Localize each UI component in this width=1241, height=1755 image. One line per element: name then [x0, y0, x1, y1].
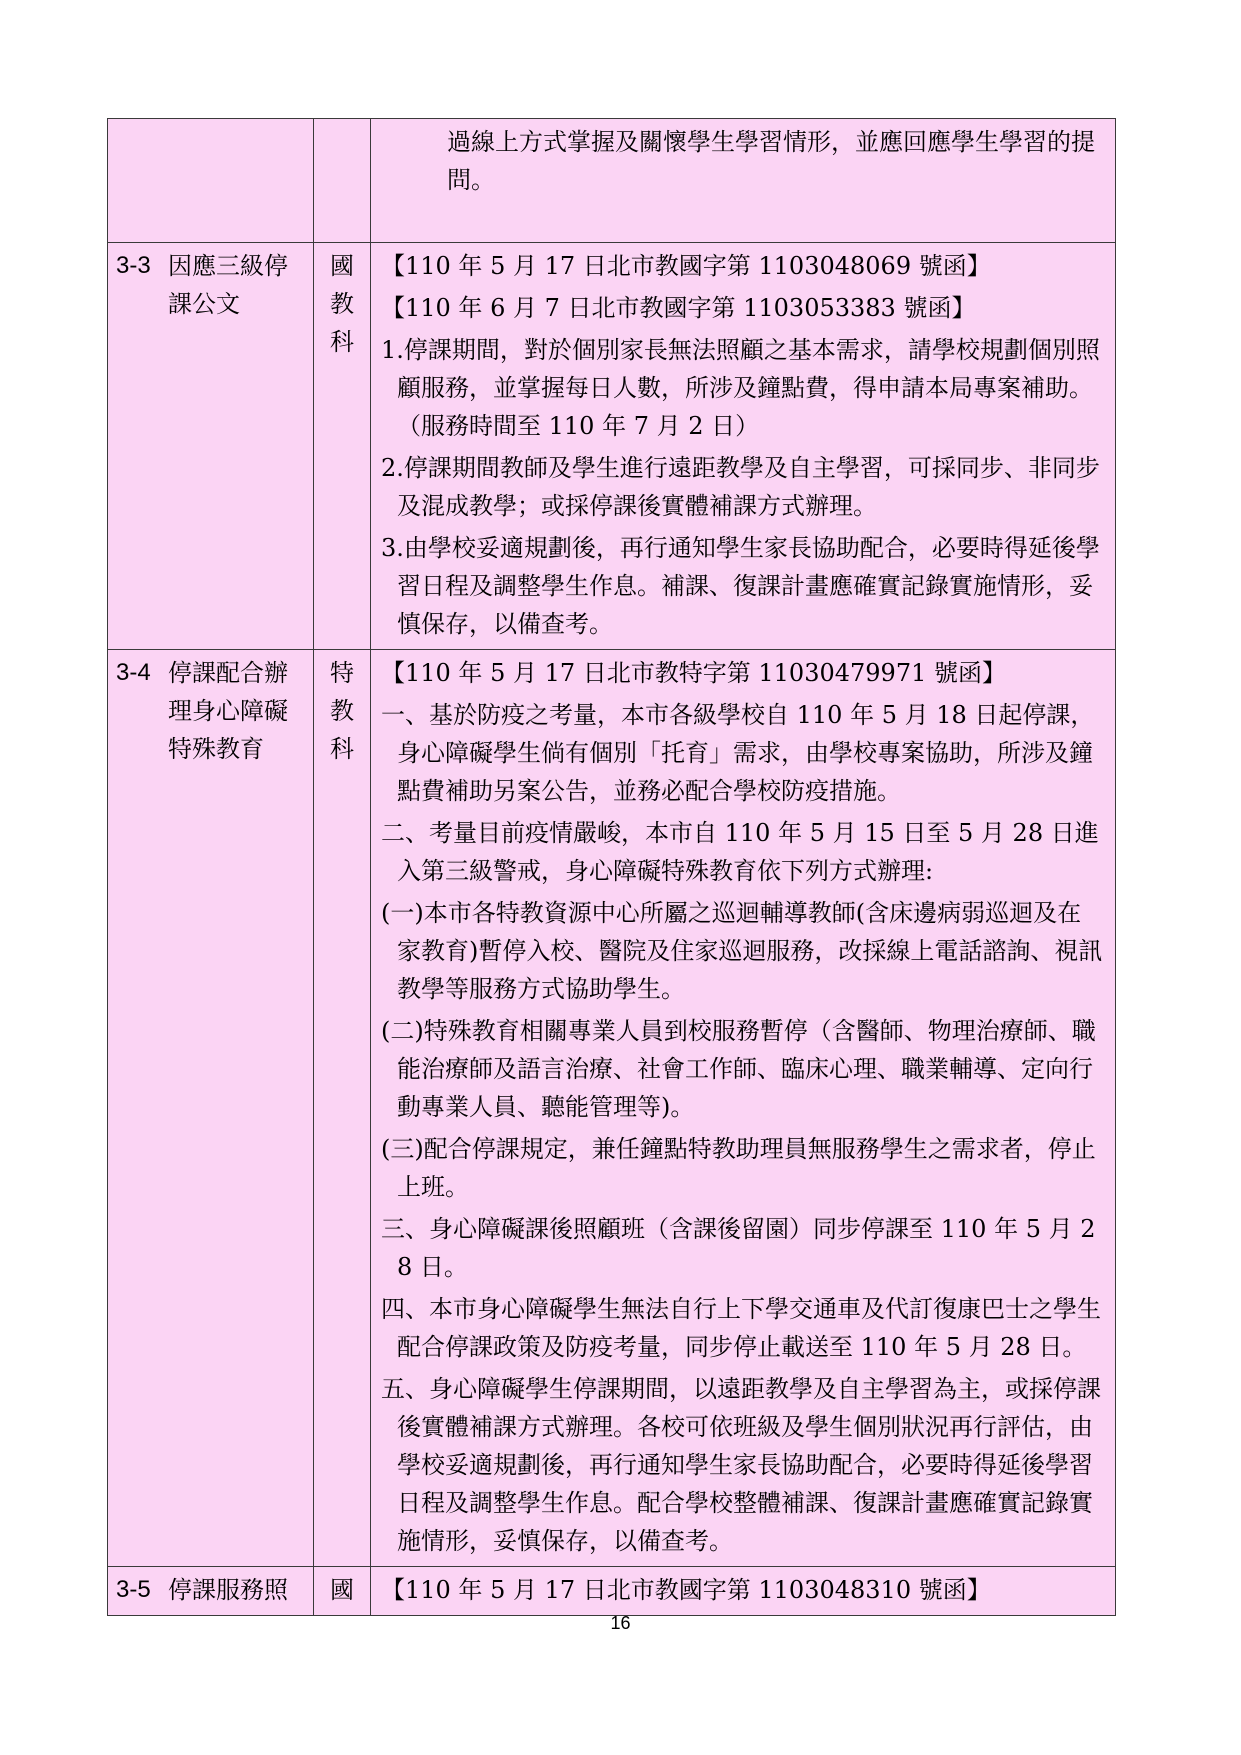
- table-row: [108, 1567, 1116, 1616]
- unit-char: 教: [330, 290, 354, 318]
- unit-cell: [314, 650, 371, 1567]
- content-paragraph: (三)配合停課規定，兼任鐘點特教助理員無服務學生之需求者，停止上班。: [381, 1135, 1096, 1201]
- content-paragraph: 三、身心障礙課後照顧班（含課後留園）同步停課至 110 年 5 月 28 日。: [381, 1215, 1096, 1281]
- document-reference: 【110 年 5 月 17 日北市教國字第 1103048310 號函】: [381, 1576, 991, 1604]
- document-reference: 【110 年 5 月 17 日北市教特字第 11030479971 號函】: [381, 659, 1006, 687]
- content-paragraph: 過線上方式掌握及關懷學生學習情形，並應回應學生學習的提問。: [447, 128, 1095, 194]
- unit-char: 科: [330, 328, 354, 356]
- content-cell: [371, 243, 1116, 650]
- unit-char: 科: [330, 735, 354, 763]
- content-cell: [371, 1567, 1116, 1616]
- table-row: [108, 243, 1116, 650]
- unit-cell: [314, 243, 371, 650]
- unit-char: 特: [330, 659, 354, 687]
- unit-cell: [314, 119, 371, 243]
- policy-table: [107, 118, 1116, 1616]
- item-title: 停課配合辦理身心障礙特殊教育: [168, 659, 288, 763]
- page-number: 16: [610, 1613, 631, 1633]
- unit-cell: [314, 1567, 371, 1616]
- item-title: 停課服務照: [168, 1576, 288, 1604]
- content-paragraph: 1.停課期間，對於個別家長無法照顧之基本需求，請學校規劃個別照顧服務，並掌握每日人數，所涉及鐘點費，得申請本局專案補助。（服務時間至 110 年 7 月 2 日）: [381, 336, 1100, 440]
- unit-char: 教: [330, 697, 354, 725]
- item-cell: [108, 119, 314, 243]
- content-paragraph: 2.停課期間教師及學生進行遠距教學及自主學習，可採同步、非同步及混成教學；或採停課後實體補課方式辦理。: [381, 454, 1100, 520]
- content-paragraph: 五、身心障礙學生停課期間，以遠距教學及自主學習為主，或採停課後實體補課方式辦理。各校可依班級及學生個別狀況再行評估，由學校妥適規劃後，再行通知學生家長協助配合，必要時得延後學習日程及調整學生作息。配合學校整體補課、復課計畫應確實記錄實施情形，妥慎保存，以備查考。: [381, 1375, 1101, 1555]
- item-cell: [108, 243, 314, 650]
- document-reference: 【110 年 5 月 17 日北市教國字第 1103048069 號函】: [381, 252, 991, 280]
- content-cell: [371, 650, 1116, 1567]
- item-code: 3-3: [116, 252, 151, 279]
- content-paragraph: 四、本市身心障礙學生無法自行上下學交通車及代訂復康巴士之學生配合停課政策及防疫考量，同步停止載送至 110 年 5 月 28 日。: [381, 1295, 1101, 1361]
- content-paragraph: 3.由學校妥適規劃後，再行通知學生家長協助配合，必要時得延後學習日程及調整學生作息。補課、復課計畫應確實記錄實施情形，妥慎保存，以備查考。: [381, 534, 1100, 638]
- content-paragraph: 二、考量目前疫情嚴峻，本市自 110 年 5 月 15 日至 5 月 28 日進入第三級警戒，身心障礙特殊教育依下列方式辦理:: [381, 819, 1099, 885]
- document-reference: 【110 年 6 月 7 日北市教國字第 1103053383 號函】: [381, 294, 976, 322]
- content-paragraph: (一)本市各特教資源中心所屬之巡迴輔導教師(含床邊病弱巡迴及在家教育)暫停入校、醫院及住家巡迴服務，改採線上電話諮詢、視訊教學等服務方式協助學生。: [381, 899, 1103, 1003]
- unit-char: 國: [330, 1576, 354, 1604]
- item-cell: [108, 1567, 314, 1616]
- item-cell: [108, 650, 314, 1567]
- content-paragraph: (二)特殊教育相關專業人員到校服務暫停（含醫師、物理治療師、職能治療師及語言治療、社會工作師、臨床心理、職業輔導、定向行動專業人員、聽能管理等)。: [381, 1017, 1096, 1121]
- unit-char: 國: [330, 252, 354, 280]
- table-row: [108, 650, 1116, 1567]
- item-title: 因應三級停課公文: [168, 252, 288, 318]
- content-cell: [371, 119, 1116, 243]
- table-row: [108, 119, 1116, 243]
- item-code: 3-5: [116, 1576, 151, 1603]
- content-paragraph: 一、基於防疫之考量，本市各級學校自 110 年 5 月 18 日起停課，身心障礙學生倘有個別「托育」需求，由學校專案協助，所涉及鐘點費補助另案公告，並務必配合學校防疫措施。: [381, 701, 1095, 805]
- item-code: 3-4: [116, 659, 151, 686]
